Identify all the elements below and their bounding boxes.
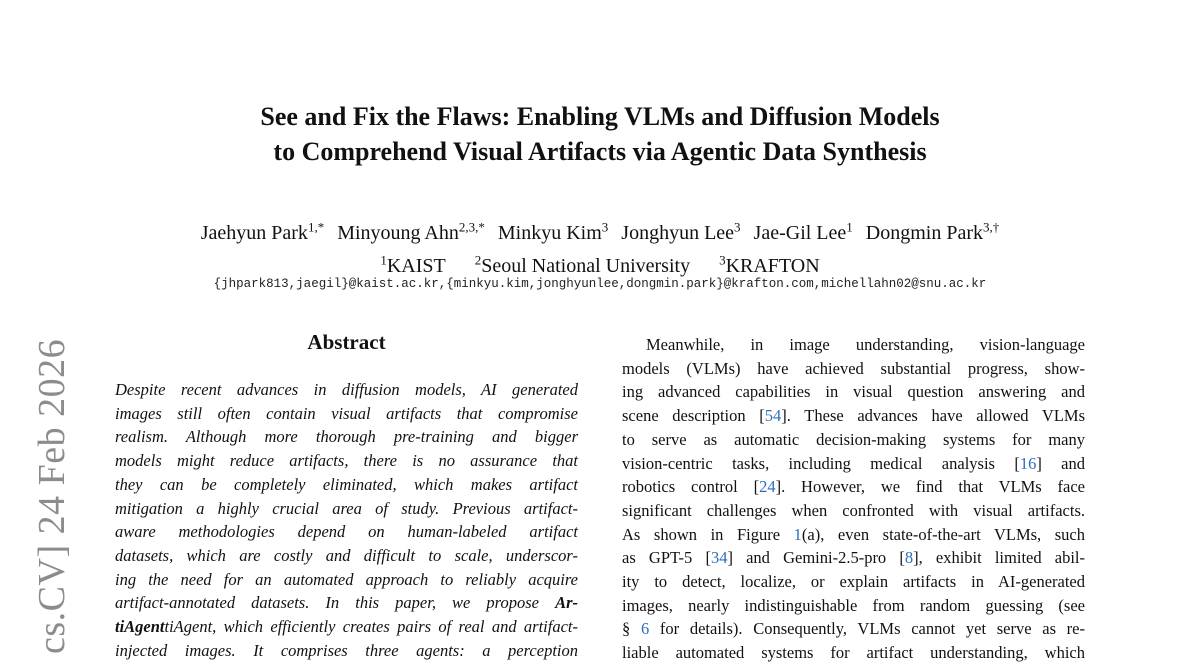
intro-line: liable automated systems for artifact understanding, which [622,643,1085,663]
affiliation: $^2$Seoul National University [474,252,691,278]
arxiv-stamp: cs.CV] 24 Feb 2026 [31,338,73,654]
abstract-line-rest: tiAgent, which efficiently creates pairs of real and artifact- [164,617,578,637]
intro-line: vision-centric tasks, including medical analysis [16] and [622,453,1086,473]
intro-line: as GPT-5 [34] and Gemini-2.5-pro [8], exhibit limited abil- [622,548,1085,568]
intro-line: images, nearly indistinguishable from random guessing (see [622,595,1085,615]
title-line-1: See and Fix the Flaws: Enabling VLMs and Diffusion Models [260,102,940,131]
affiliation: $^1$KAIST [380,252,446,278]
abstract-line: ing the need for an automated approach to reliably acquire [115,569,578,589]
affiliation: $^3$KRAFTON [719,252,820,278]
abstract-line: datasets, which are costly and difficult to scale, underscor- [115,545,578,565]
intro-line: models (VLMs) have achieved substantial progress, show- [622,358,1085,378]
method-name: Ar- [555,593,578,613]
abstract-body [115,378,578,662]
abstract-line: artifact-annotated datasets. In this paper, we propose Ar- [115,593,578,613]
abstract-line: injected images. It comprises three agents: a perception [115,640,578,660]
abstract-line: Despite recent advances in diffusion models, AI generated [115,380,578,399]
method-name: tiAgent [115,617,165,637]
intro-line: scene description [54]. These advances have allowed VLMs [622,406,1085,426]
introduction-body [622,333,1085,665]
abstract-line: models might reduce artifacts, there is no assurance that [115,451,578,471]
abstract-line: realism. Although more thorough pre-training and bigger [115,427,578,447]
abstract-line: they can be completely eliminated, which makes artifact [115,474,578,494]
intro-line: ing advanced capabilities in visual question answering and [622,382,1085,402]
intro-line: Meanwhile, in image understanding, vision-language [646,335,1085,354]
abstract-line: images still often contain visual artifacts that compromise [115,403,578,423]
author: Jonghyun Lee$^3$ [621,219,741,244]
intro-line: to serve as automatic decision-making systems for many [622,429,1085,449]
author-block [0,213,1200,280]
title-line-2: to Comprehend Visual Artifacts via Agentic Data Synthesis [273,137,927,166]
author-list [0,213,1200,247]
intro-line: § 6 for details). Consequently, VLMs cannot yet serve as re- [622,619,1085,639]
author: Minyoung Ahn$^{2,3,*}$ [337,219,485,244]
author: Minkyu Kim$^3$ [497,219,609,244]
intro-line: robotics control [24]. However, we find that VLMs face [622,477,1085,497]
author: Dongmin Park$^{3,\dagger}$ [865,219,1000,244]
intro-line: ity to detect, localize, or explain artifacts in AI-generated [622,572,1085,592]
abstract-line: aware methodologies depend on human-labeled artifact [115,522,578,542]
author: Jae-Gil Lee$^1$ [753,219,853,244]
intro-line: As shown in Figure 1(a), even state-of-the-art VLMs, such [622,524,1085,544]
affiliation-list [0,247,1200,281]
abstract-line: mitigation a highly crucial area of study. Previous artifact- [115,498,578,518]
intro-line: significant challenges when confronted with visual artifacts. [622,500,1085,520]
author: Jaehyun Park$^{1,*}$ [200,219,325,244]
paper-title [0,99,1200,169]
abstract-line [115,615,578,639]
author-emails: {jhpark813,jaegil}@kaist.ac.kr,{minkyu.kim,jonghyunlee,dongmin.park}@krafton.com,michellahn02@snu.ac.kr [213,277,987,291]
abstract-heading: Abstract [307,330,386,354]
